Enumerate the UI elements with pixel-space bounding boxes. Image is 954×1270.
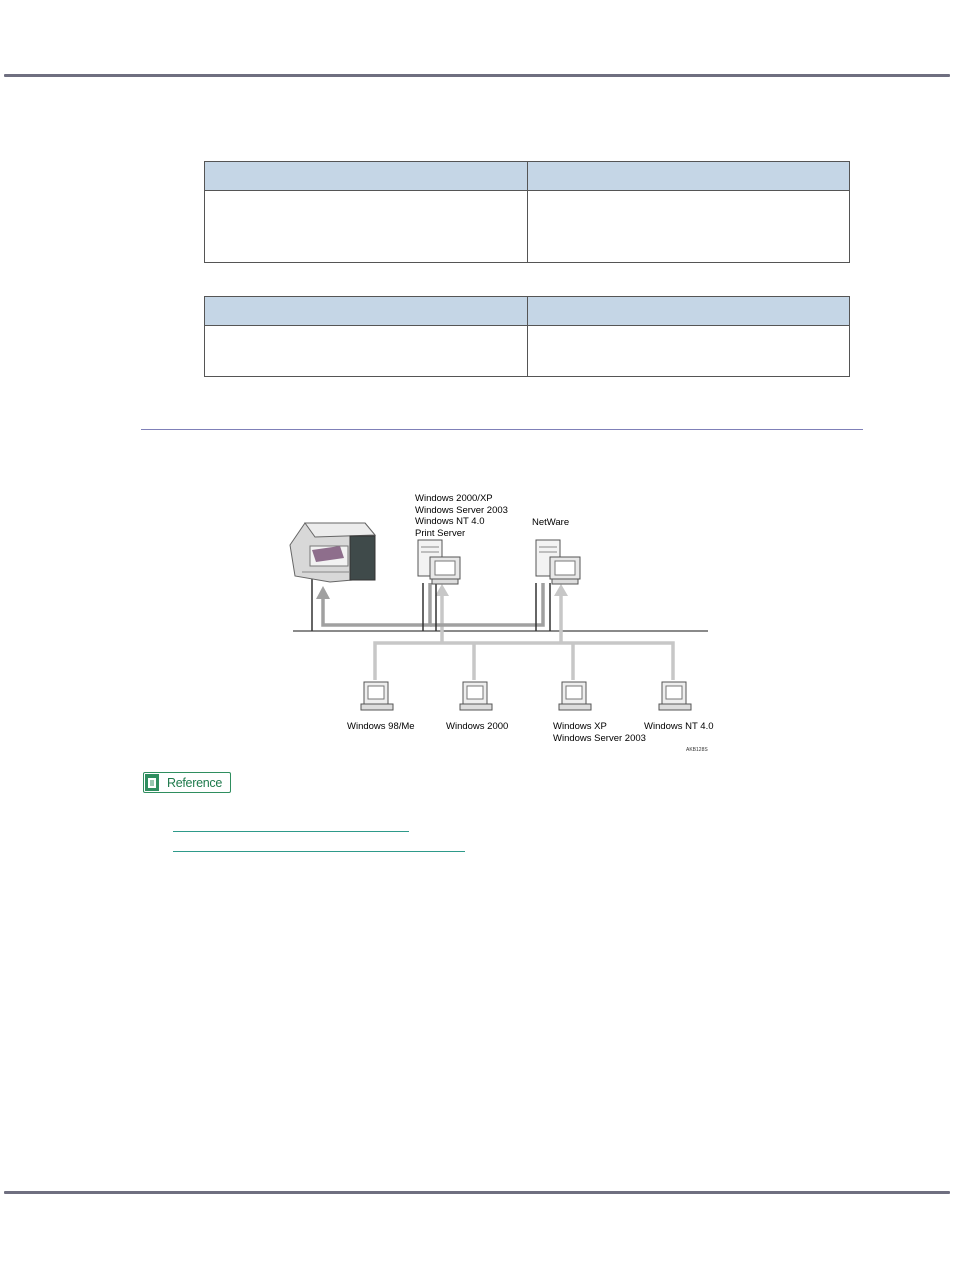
table-2-cell — [527, 326, 850, 377]
table-2 — [204, 296, 850, 377]
client-label-2: Windows 2000 — [446, 721, 509, 732]
client-label-3: Windows XP Windows Server 2003 — [553, 721, 646, 744]
table-2-cell — [205, 326, 528, 377]
table-row — [205, 326, 850, 377]
reference-note-icon — [145, 774, 159, 791]
client-computer-icon-4 — [659, 682, 691, 710]
client-label-4: Windows NT 4.0 — [644, 721, 714, 732]
table-row — [205, 191, 850, 263]
bottom-page-rule — [4, 1191, 950, 1194]
netware-to-printer-path — [430, 583, 543, 625]
table-1-cell — [527, 191, 850, 263]
reference-label: Reference — [167, 775, 222, 790]
table-1-header-col-1 — [205, 162, 528, 191]
reference-link-2[interactable] — [173, 851, 465, 852]
up-arrow-server — [435, 584, 449, 596]
client-label-1: Windows 98/Me — [347, 721, 415, 732]
netware-label: NetWare — [532, 517, 570, 528]
print-server-icon — [418, 540, 460, 584]
client-computer-icon-2 — [460, 682, 492, 710]
table-1-cell — [205, 191, 528, 263]
reference-badge — [143, 772, 231, 793]
printer-icon — [290, 523, 375, 582]
print-server-label: Windows 2000/XP Windows Server 2003 Windows NT 4.0 Print Server — [415, 493, 508, 539]
table-1-header-col-2 — [527, 162, 850, 191]
reference-link-1[interactable] — [173, 831, 409, 832]
client-computer-icon-3 — [559, 682, 591, 710]
table-2-header-col-1 — [205, 297, 528, 326]
server-to-printer-path — [323, 583, 430, 625]
up-arrow-netware — [554, 584, 568, 596]
table-1 — [204, 161, 850, 263]
figure-code: AKB128S — [686, 747, 708, 753]
section-divider — [141, 429, 863, 430]
top-page-rule — [4, 74, 950, 77]
network-diagram — [270, 480, 720, 760]
client-bus — [375, 643, 673, 680]
up-arrow-printer — [316, 586, 330, 599]
table-2-header-col-2 — [527, 297, 850, 326]
client-computer-icon-1 — [361, 682, 393, 710]
netware-server-icon — [536, 540, 580, 584]
